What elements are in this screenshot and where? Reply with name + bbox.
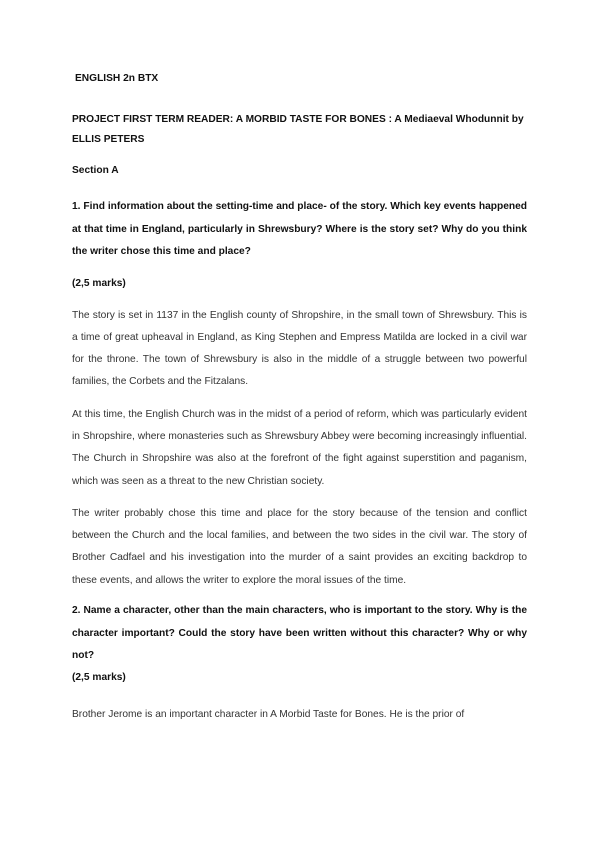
question-2: 2. Name a character, other than the main characters, who is important to the story. Why is the character important? Could the story have been written without this character? Why or why not? <box>72 605 527 662</box>
project-title: PROJECT FIRST TERM READER: A MORBID TASTE FOR BONES : A Mediaeval Whodunnit by ELLIS PETERS <box>72 114 524 145</box>
question-2-marks: (2,5 marks) <box>72 671 126 683</box>
question-1: 1. Find information about the setting-time and place- of the story. Which key events happened at that time in England, particularly in Shrewsbury? Where is the story set? Why do you think the writer chose this time and place? <box>72 201 527 257</box>
course-heading: ENGLISH 2n BTX <box>75 73 159 84</box>
answer-1-paragraph-3: The writer probably chose this time and place for the story because of the tension and conflict between the Church and the local families, and between the two sides in the civil war. The story of Brother Cadfael and his investigation into the murder of a saint provides an exciting backdrop to these events, and allows the writer to explore the moral issues of the time. <box>72 507 527 586</box>
answer-1-paragraph-1: The story is set in 1137 in the English county of Shropshire, in the small town of Shrewsbury. This is a time of great upheaval in England, as King Stephen and Empress Matilda are locked in a civil war for the throne. The town of Shrewsbury is also in the middle of a struggle between two powerful families, the Corbets and the Fitzalans. <box>72 309 527 388</box>
answer-1-paragraph-2: At this time, the English Church was in the midst of a period of reform, which was particularly evident in Shropshire, where monasteries such as Shrewsbury Abbey were becoming increasingly influential. The Church in Shropshire was also at the forefront of the fight against superstition and paganism, which was seen as a threat to the new Christian society. <box>72 408 527 487</box>
section-heading: Section A <box>72 165 119 176</box>
document-page <box>72 70 527 726</box>
answer-2-start: Brother Jerome is an important character in A Morbid Taste for Bones. He is the prior of <box>72 708 465 720</box>
question-1-marks: (2,5 marks) <box>72 277 126 289</box>
